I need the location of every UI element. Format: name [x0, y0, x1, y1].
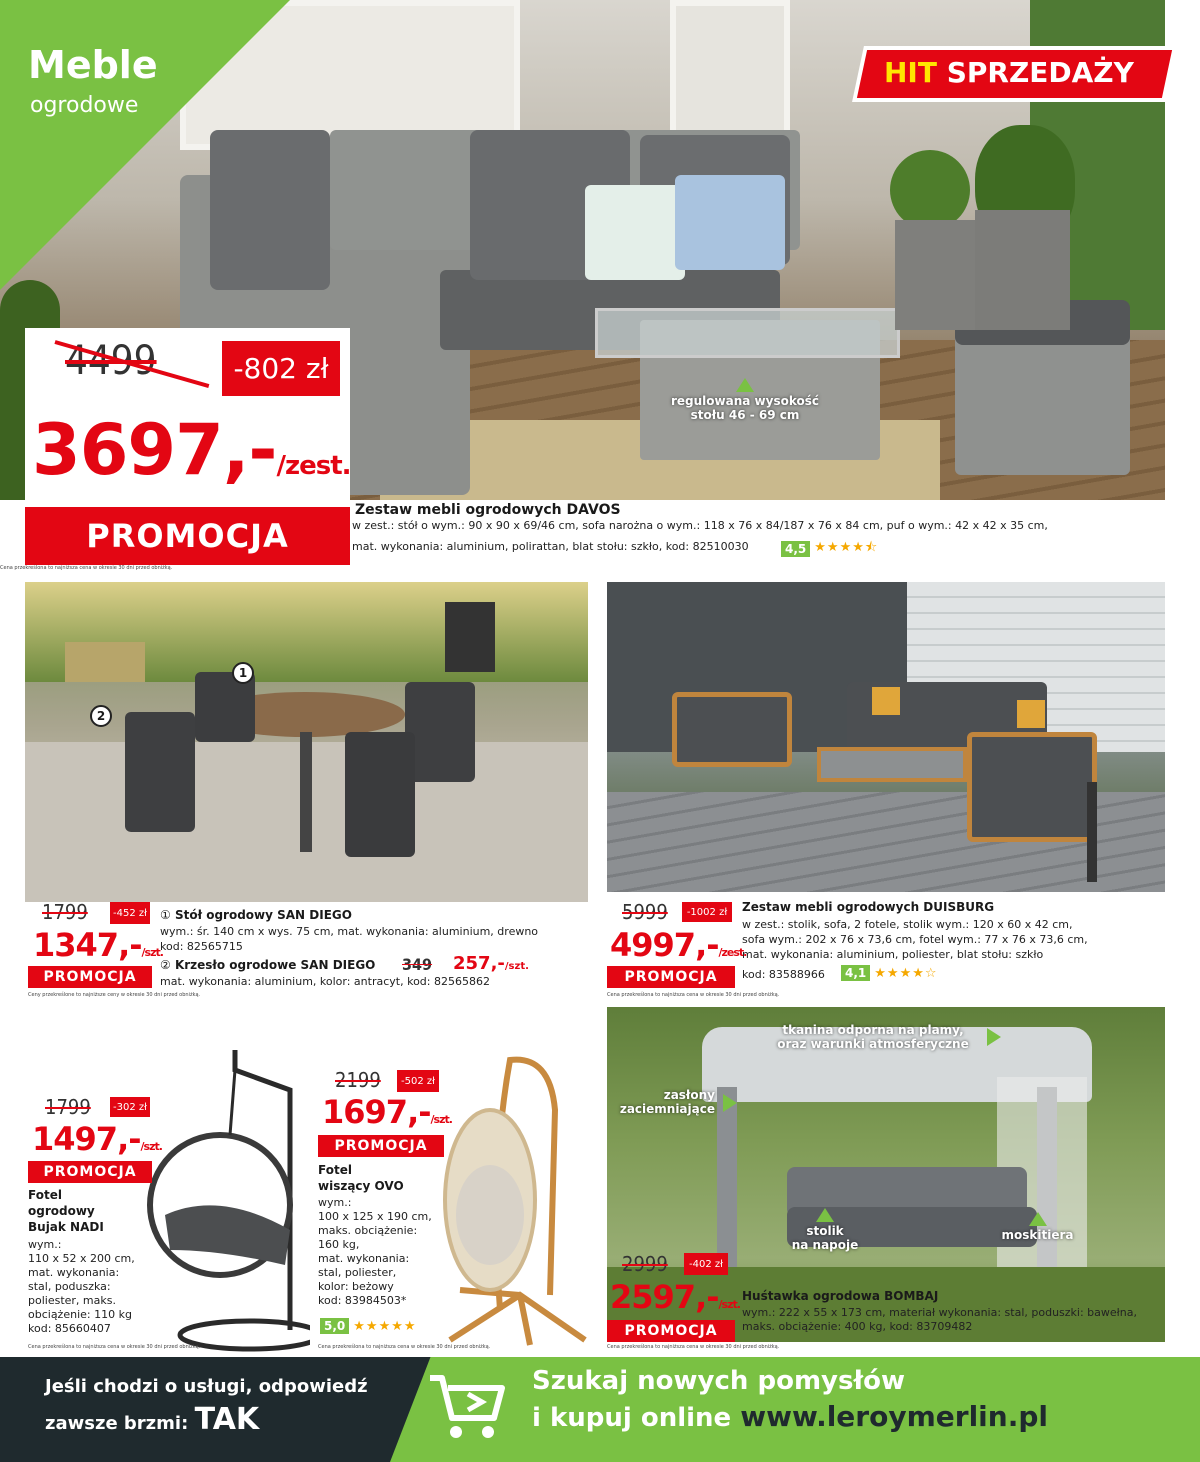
nadi-desc-line: 110 x 52 x 200 cm, [28, 1252, 135, 1265]
davos-callout-text: regulowana wysokość stołu 46 - 69 cm [670, 394, 819, 422]
footer-left-1: Jeśli chodzi o usługi, odpowiedź [45, 1376, 368, 1397]
sandiego-item1-num: ① [160, 908, 171, 922]
duisburg-rating-value: 4,1 [841, 965, 870, 981]
ovo-desc-line: maks. obciążenie: [318, 1224, 418, 1237]
hit-badge-text [884, 56, 1134, 89]
ovo-rating [320, 1318, 417, 1334]
ovo-desc [318, 1196, 432, 1308]
bombaj-old-price: 2999 [622, 1252, 668, 1276]
ovo-rating-value: 5,0 [320, 1318, 349, 1334]
sandiego-item1-title-text: Stół ogrodowy SAN DIEGO [174, 908, 352, 922]
sandiego-item2-num: ② [160, 958, 171, 972]
duisburg-desc-1: w zest.: stolik, sofa, 2 fotele, stolik wym.: 120 x 60 x 42 cm, [742, 918, 1073, 931]
callout-arrow-right-icon [723, 1094, 737, 1112]
nadi-desc-line: mat. wykonania: [28, 1266, 120, 1279]
bombaj-callout-left-1: zasłony [663, 1088, 715, 1102]
callout-arrow-icon [816, 1208, 834, 1222]
ovo-desc-line: mat. wykonania: [318, 1252, 410, 1265]
nadi-desc-line: kod: 85660407 [28, 1322, 111, 1335]
nadi-title-2: ogrodowy [28, 1204, 95, 1218]
ovo-desc-line: wym.: [318, 1196, 352, 1209]
nadi-desc-line: obciążenie: 110 kg [28, 1308, 132, 1321]
sandiego-marker-2: 2 [90, 705, 112, 727]
sandiego-item2-desc: mat. wykonania: aluminium, kolor: antracyt, kod: 82565862 [160, 975, 490, 988]
ovo-desc-line: 100 x 125 x 190 cm, [318, 1210, 432, 1223]
nadi-promo: PROMOCJA [28, 1161, 152, 1183]
davos-desc-1: w zest.: stół o wym.: 90 x 90 x 69/46 cm, sofa narożna o wym.: 118 x 76 x 84/187 x 76 x 84 cm, puf o wym.: 42 x 42 x 35 cm, [352, 519, 1048, 532]
nadi-chair-image [140, 1050, 310, 1355]
bombaj-callout-net-text: moskitiera [1001, 1228, 1074, 1242]
sandiego-old-price: 1799 [42, 900, 88, 924]
ovo-desc-line: stal, poliester, [318, 1266, 397, 1279]
ovo-title-1: Fotel [318, 1163, 352, 1177]
sandiego-marker-1: 1 [232, 662, 254, 684]
sandiego-item1-desc-1: wym.: śr. 140 cm x wys. 75 cm, mat. wykonania: aluminium, drewno [160, 925, 539, 938]
davos-price [32, 410, 351, 506]
bombaj-callout-left-2: zaciemniające [619, 1102, 715, 1116]
davos-promo: PROMOCJA [25, 507, 350, 565]
nadi-desc-line: stal, poduszka: [28, 1280, 111, 1293]
sandiego-item2-price-unit: /szt. [504, 961, 529, 972]
sandiego-item2-old-price: 349 [402, 955, 433, 974]
bombaj-price [610, 1278, 740, 1324]
davos-stars-icon: ★★★★⯪ [814, 540, 879, 555]
nadi-old-price: 1799 [45, 1095, 91, 1119]
sandiego-price-value: 1347,- [33, 926, 142, 964]
nadi-title-3: Bujak NADI [28, 1220, 104, 1234]
nadi-price [32, 1120, 162, 1166]
ovo-promo: PROMOCJA [318, 1135, 444, 1157]
duisburg-desc-2: sofa wym.: 202 x 76 x 73,6 cm, fotel wym.: 77 x 76 x 73,6 cm, [742, 933, 1088, 946]
ovo-discount: -502 zł [397, 1070, 439, 1092]
duisburg-promo: PROMOCJA [607, 966, 735, 988]
duisburg-stars-icon: ★★★★☆ [874, 965, 938, 981]
callout-arrow-icon [736, 378, 754, 392]
davos-callout [660, 378, 830, 422]
sandiego-photo [25, 582, 588, 902]
ovo-old-price: 2199 [335, 1068, 381, 1092]
davos-price-unit: /zest. [276, 451, 351, 481]
ovo-price [322, 1093, 452, 1139]
bombaj-callout-top-1: tkanina odporna na plamy, [782, 1023, 964, 1037]
ovo-price-unit: /szt. [430, 1113, 452, 1126]
bombaj-callout-table-2: na napoje [791, 1238, 859, 1252]
nadi-title-1: Fotel [28, 1188, 62, 1202]
sandiego-item2-price-value: 257,- [453, 953, 505, 974]
footer-left-2-text: zawsze brzmi: [45, 1413, 189, 1434]
duisburg-desc-4: kod: 83588966 [742, 968, 825, 981]
footer-url-link[interactable]: www.leroymerlin.pl [740, 1400, 1048, 1433]
bombaj-callout-left [605, 1088, 715, 1116]
davos-fine-print: Cena przekreślona to najniższa cena w okresie 30 dni przed obniżką. [0, 565, 173, 571]
bombaj-price-value: 2597,- [610, 1278, 719, 1316]
sandiego-price-unit: /szt. [141, 946, 163, 959]
category-title: Meble [28, 43, 158, 87]
ovo-title-2: wiszący OVO [318, 1179, 404, 1193]
sandiego-fine-print: Ceny przekreślone to najniższe ceny w okresie 30 dni przed obniżką. [28, 992, 201, 998]
davos-rating-value: 4,5 [781, 541, 810, 557]
duisburg-rating [841, 965, 938, 981]
bombaj-desc-1: wym.: 222 x 55 x 173 cm, materiał wykonania: stal, poduszki: bawełna, [742, 1306, 1138, 1319]
davos-title: Zestaw mebli ogrodowych DAVOS [355, 502, 621, 518]
sandiego-discount: -452 zł [110, 902, 150, 924]
bombaj-callout-top-2: oraz warunki atmosferyczne [777, 1037, 969, 1051]
duisburg-price-unit: /zest. [718, 946, 747, 959]
footer-right-1: Szukaj nowych pomysłów [532, 1366, 906, 1396]
ovo-desc-line: kod: 83984503* [318, 1294, 407, 1307]
bombaj-price-unit: /szt. [718, 1298, 740, 1311]
callout-arrow-right-icon [987, 1028, 1001, 1046]
ovo-fine-print: Cena przekreślona to najniższa cena w okresie 30 dni przed obniżką. [318, 1344, 491, 1350]
davos-rating [781, 538, 878, 560]
ovo-desc-line: 160 kg, [318, 1238, 360, 1251]
footer-right-2 [532, 1400, 1048, 1433]
duisburg-desc-3: mat. wykonania: aluminium, poliester, blat stołu: szkło [742, 948, 1044, 961]
bombaj-desc-2: maks. obciążenie: 400 kg, kod: 83709482 [742, 1320, 973, 1333]
bombaj-discount: -402 zł [684, 1253, 728, 1275]
nadi-desc-line: wym.: [28, 1238, 62, 1251]
davos-price-value: 3697,- [32, 409, 277, 491]
duisburg-title: Zestaw mebli ogrodowych DUISBURG [742, 900, 995, 914]
bombaj-callout-table [780, 1208, 870, 1252]
cart-icon [428, 1372, 508, 1444]
footer-left-2 [45, 1402, 259, 1437]
hit-label-2: SPRZEDAŻY [946, 56, 1134, 89]
callout-arrow-icon [1029, 1212, 1047, 1226]
duisburg-fine-print: Cena przekreślona to najniższa cena w okresie 30 dni przed obniżką. [607, 992, 780, 998]
sandiego-promo: PROMOCJA [28, 966, 152, 988]
bombaj-callout-net [990, 1212, 1085, 1242]
bombaj-callout-table-1: stolik [806, 1224, 844, 1238]
bombaj-fine-print: Cena przekreślona to najniższa cena w okresie 30 dni przed obniżką. [607, 1344, 780, 1350]
duisburg-old-price: 5999 [622, 900, 668, 924]
nadi-discount: -302 zł [110, 1097, 150, 1117]
sandiego-item2-price [453, 953, 529, 974]
davos-desc-2: mat. wykonania: aluminium, polirattan, blat stołu: szkło, kod: 82510030 [352, 540, 749, 553]
nadi-desc [28, 1238, 135, 1336]
sandiego-item2-title [160, 958, 375, 972]
ovo-price-value: 1697,- [322, 1093, 431, 1131]
footer-right-2-text: i kupuj online [532, 1403, 732, 1433]
davos-old-price: 4499 [65, 338, 157, 384]
hit-label-1: HIT [884, 56, 937, 89]
nadi-desc-line: poliester, maks. [28, 1294, 116, 1307]
bombaj-promo: PROMOCJA [607, 1320, 735, 1342]
duisburg-photo [607, 582, 1165, 892]
sandiego-item1-title [160, 908, 352, 922]
davos-discount: -802 zł [222, 341, 340, 396]
nadi-price-unit: /szt. [140, 1140, 162, 1153]
duisburg-price-value: 4997,- [610, 926, 719, 964]
nadi-price-value: 1497,- [32, 1120, 141, 1158]
nadi-fine-print: Cena przekreślona to najniższa cena w okresie 30 dni przed obniżką. [28, 1344, 201, 1350]
footer-tak: TAK [194, 1402, 260, 1437]
sandiego-item2-title-text: Krzesło ogrodowe SAN DIEGO [174, 958, 376, 972]
bombaj-callout-top [763, 1023, 983, 1051]
ovo-desc-line: kolor: beżowy [318, 1280, 394, 1293]
bombaj-title: Huśtawka ogrodowa BOMBAJ [742, 1289, 939, 1303]
sandiego-item1-desc-2: kod: 82565715 [160, 940, 243, 953]
duisburg-discount: -1002 zł [682, 902, 732, 922]
ovo-stars-icon: ★★★★★ [353, 1318, 417, 1334]
category-subtitle: ogrodowe [30, 93, 139, 118]
